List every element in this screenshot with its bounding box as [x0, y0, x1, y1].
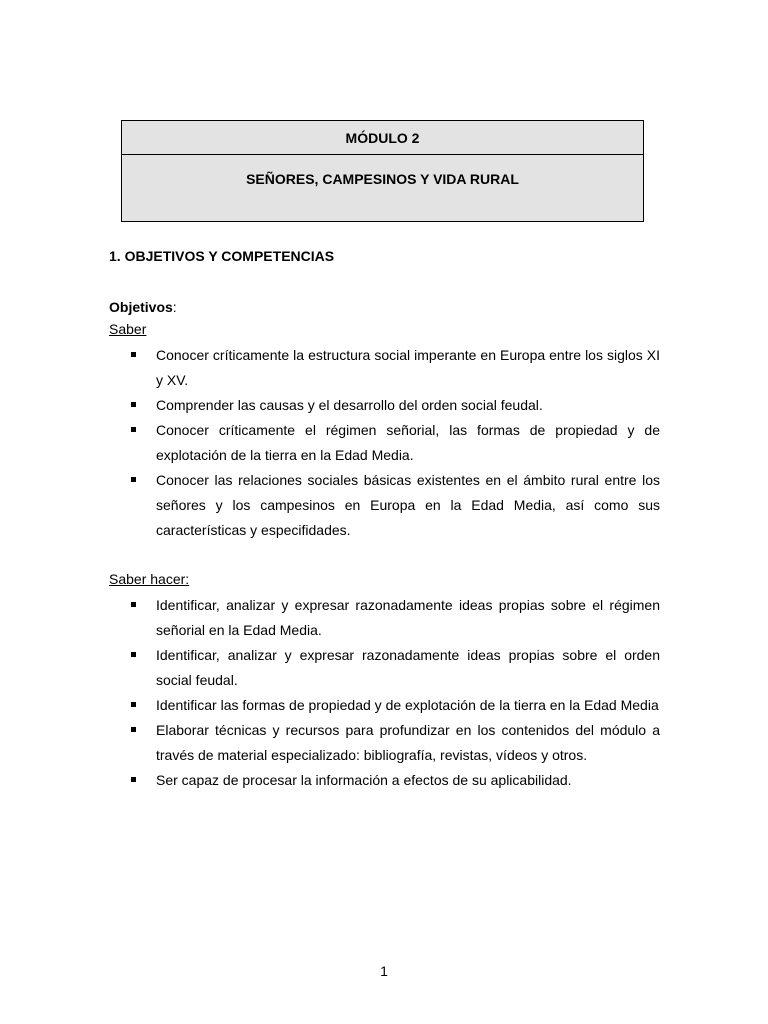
objectives-colon: :: [172, 299, 177, 315]
list-item-text: Comprender las causas y el desarrollo del orden social feudal.: [156, 397, 543, 413]
saber-heading: Saber: [109, 321, 147, 337]
bullet-square-icon: [131, 427, 136, 432]
list-item: [109, 343, 660, 393]
saber-hacer-heading: Saber hacer:: [109, 571, 190, 587]
section-spacer: [109, 543, 660, 568]
section-heading: 1. OBJETIVOS Y COMPETENCIAS: [109, 248, 335, 264]
bullet-square-icon: [131, 477, 136, 482]
module-title: SEÑORES, CAMPESINOS Y VIDA RURAL: [246, 171, 519, 187]
list-item-text: Ser capaz de procesar la información a efectos de su aplicabilidad.: [156, 772, 572, 788]
list-item: [109, 393, 660, 418]
list-item: [109, 768, 660, 793]
bullet-square-icon: [131, 777, 136, 782]
list-item-text: Identificar, analizar y expresar razonadamente ideas propias sobre el orden social feudal.: [156, 647, 660, 688]
bullet-square-icon: [131, 402, 136, 407]
list-item: [109, 418, 660, 468]
list-item-text: Identificar, analizar y expresar razonadamente ideas propias sobre el régimen señorial en la Edad Media.: [156, 597, 660, 638]
list-item: [109, 593, 660, 643]
objectives-section: [109, 296, 660, 793]
list-item: [109, 643, 660, 693]
list-item-text: Conocer las relaciones sociales básicas existentes en el ámbito rural entre los señores y los campesinos en Europa en la Edad Media, así como sus características y especifidades.: [156, 472, 660, 538]
list-item-text: Identificar las formas de propiedad y de explotación de la tierra en la Edad Media: [156, 697, 659, 713]
objectives-label: [109, 296, 660, 318]
list-item-text: Elaborar técnicas y recursos para profundizar en los contenidos del módulo a través de material especializado: bibliografía, revistas, vídeos y otros.: [156, 722, 660, 763]
bullet-square-icon: [131, 652, 136, 657]
bullet-square-icon: [131, 727, 136, 732]
bullet-square-icon: [131, 352, 136, 357]
bullet-square-icon: [131, 702, 136, 707]
saber-hacer-list: [109, 593, 660, 793]
module-header-box: [121, 120, 644, 222]
module-number: MÓDULO 2: [122, 121, 643, 155]
saber-list: [109, 343, 660, 543]
list-item: [109, 468, 660, 543]
list-item: [109, 718, 660, 768]
list-item-text: Conocer críticamente la estructura social imperante en Europa entre los siglos XI y XV.: [156, 347, 660, 388]
list-item-text: Conocer críticamente el régimen señorial, las formas de propiedad y de explotación de la tierra en la Edad Media.: [156, 422, 660, 463]
bullet-square-icon: [131, 602, 136, 607]
page-number: 1: [380, 963, 388, 979]
list-item: [109, 693, 660, 718]
objectives-label-text: Objetivos: [109, 299, 173, 315]
